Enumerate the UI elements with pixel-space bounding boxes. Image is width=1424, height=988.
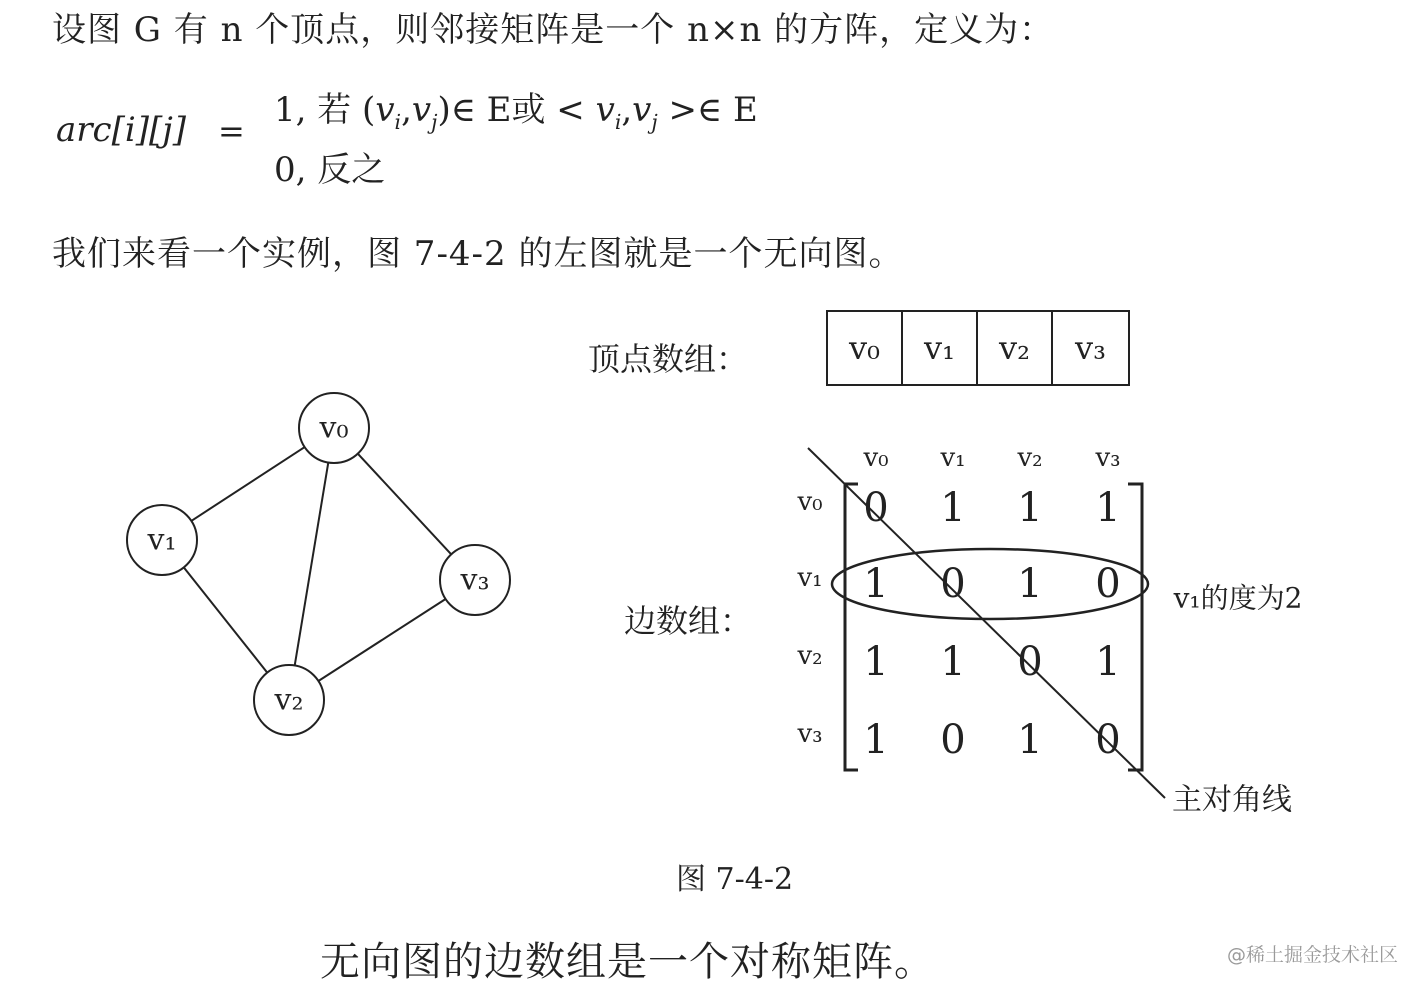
formula-case-2: 0, 反之 xyxy=(274,150,386,190)
figure-caption: 图 7-4-2 xyxy=(676,862,794,897)
formula-vi: v xyxy=(375,90,395,130)
formula-case-1: 1, 若 $(v_i,v_j)\in$ E或 < $v_i,v_j$ >∈ E xyxy=(274,90,758,134)
matrix-col-header: v₂ xyxy=(1017,443,1043,473)
diagonal-annotation: 主对角线 xyxy=(1172,782,1292,818)
matrix-cell: 1 xyxy=(1017,717,1043,763)
formula-equals: = xyxy=(218,112,245,150)
vertex-array-cell: v₃ xyxy=(1075,329,1106,367)
matrix-cell: 0 xyxy=(863,485,889,531)
matrix-cell: 1 xyxy=(863,561,889,607)
matrix-row-header: v₀ xyxy=(797,487,823,517)
matrix-left-bracket xyxy=(845,484,858,770)
graph-node-label-v0: v₀ xyxy=(319,410,349,446)
matrix-col-header: v₀ xyxy=(863,443,889,473)
matrix-cell: 0 xyxy=(940,717,966,763)
graph-edge-v0-v3 xyxy=(358,454,451,555)
matrix-cell: 0 xyxy=(1095,717,1121,763)
matrix-cell: 1 xyxy=(1017,561,1043,607)
formula-vj-2: v xyxy=(632,90,652,130)
formula-vi-2: v xyxy=(595,90,615,130)
formula-lhs: arc[i][j] xyxy=(56,110,187,150)
graph-node-label-v3: v₃ xyxy=(460,562,490,598)
matrix-row-header: v₁ xyxy=(797,563,823,593)
matrix-row-header: v₂ xyxy=(797,641,823,671)
formula-vj-sub-2: j xyxy=(651,109,658,134)
matrix-row-header: v₃ xyxy=(797,719,823,749)
vertex-array-label: 顶点数组： xyxy=(588,340,749,378)
formula-vj-sub: j xyxy=(431,109,438,134)
edge-array-label: 边数组： xyxy=(624,602,753,640)
graph-node-label-v1: v₁ xyxy=(147,522,177,558)
conclusion-text: 无向图的边数组是一个对称矩阵。 xyxy=(320,939,935,985)
matrix-cell: 0 xyxy=(1095,561,1121,607)
matrix-cell: 1 xyxy=(940,639,966,685)
vertex-array-cell: v₁ xyxy=(903,312,978,384)
matrix-col-header: v₁ xyxy=(940,443,966,473)
matrix-right-bracket xyxy=(1128,484,1142,770)
formula-case1-mid: )∈ E或 < xyxy=(437,90,585,130)
intro-text: 设图 G 有 n 个顶点，则邻接矩阵是一个 n×n 的方阵，定义为： xyxy=(52,10,1055,50)
matrix-cell: 1 xyxy=(940,485,966,531)
formula-vj: v xyxy=(411,90,432,130)
formula-vi-sub: i xyxy=(394,109,402,134)
matrix-cell: 1 xyxy=(863,639,889,685)
graph-edge-v2-v3 xyxy=(318,599,445,681)
vertex-array-cell: v₂ xyxy=(978,312,1053,384)
formula-vi-sub-2: i xyxy=(614,109,622,134)
matrix-cell: 0 xyxy=(940,561,966,607)
graph-edge-v1-v2 xyxy=(184,567,267,672)
vertex-array-cell: v₀ xyxy=(828,312,903,384)
graph-edge-v0-v2 xyxy=(295,463,329,666)
matrix-col-header: v₃ xyxy=(1095,443,1121,473)
degree-annotation: v₁的度为2 xyxy=(1173,581,1303,615)
formula-case1-suffix: >∈ E xyxy=(668,90,758,130)
example-text: 我们来看一个实例，图 7-4-2 的左图就是一个无向图。 xyxy=(52,234,904,274)
formula-case1-prefix: 1, 若 ( xyxy=(274,90,376,130)
watermark: @稀土掘金技术社区 xyxy=(1226,944,1398,966)
matrix-cell: 1 xyxy=(1095,485,1121,531)
matrix-cell: 1 xyxy=(1017,485,1043,531)
matrix-cell: 0 xyxy=(1017,639,1043,685)
graph-edge-v0-v1 xyxy=(191,447,304,521)
graph-node-label-v2: v₂ xyxy=(274,682,304,718)
matrix-cell: 1 xyxy=(863,717,889,763)
matrix-cell: 1 xyxy=(1095,639,1121,685)
